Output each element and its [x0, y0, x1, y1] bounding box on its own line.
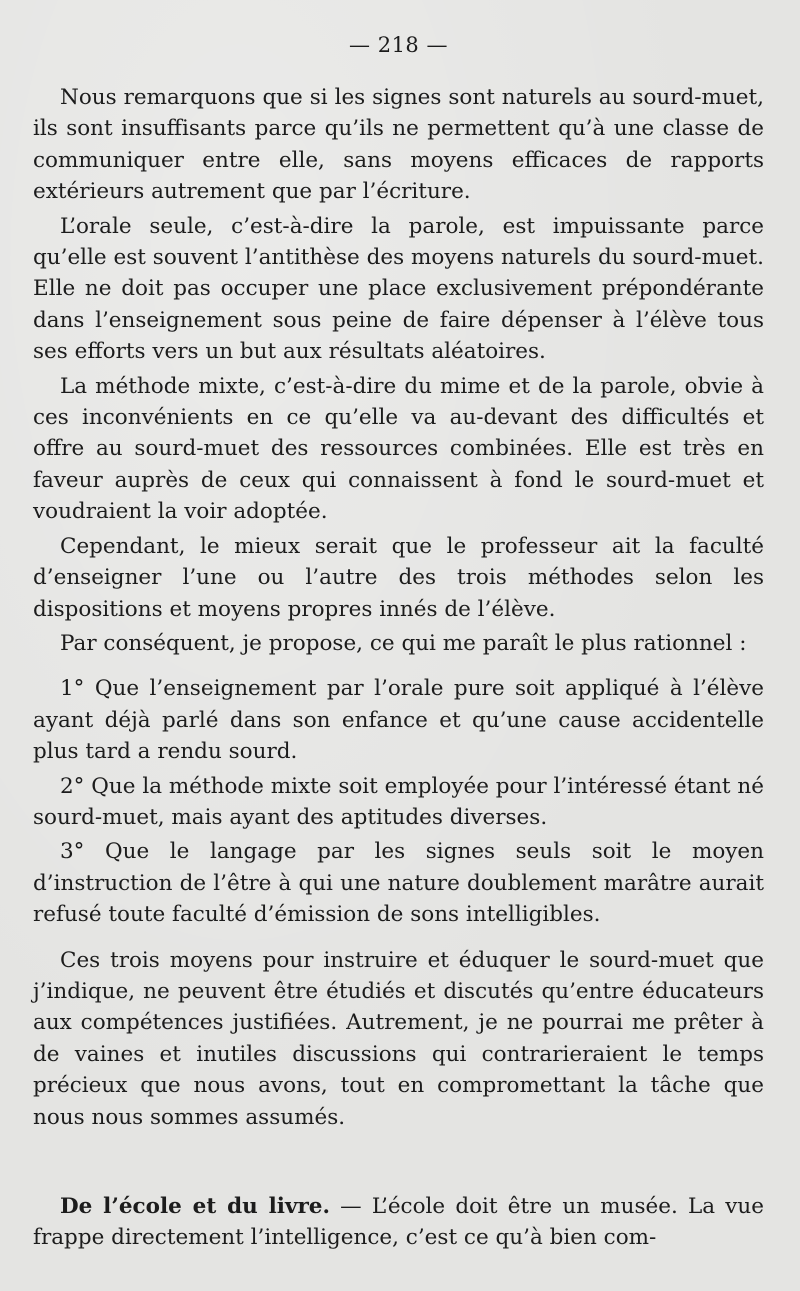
section-title: De l’école et du livre.: [60, 1194, 330, 1219]
paragraph-mixed-method: La méthode mixte, c’est-à-dire du mime et de la parole, obvie à ces inconvénients en ce qu’elle va au-devant des difficultés et offre au sourd-muet des ressources combinées. Elle est très en faveur auprès de ceux qui connaissent à fond le sourd-muet et voudraient la voir adoptée.: [33, 373, 764, 525]
page-number: — 218 —: [349, 33, 448, 57]
list-item-3: 3° Que le langage par les signes seuls soit le moyen d’instruction de l’être à qui une nature doublement marâtre aurait refusé toute faculté d’émission de sons intelligibles.: [33, 839, 764, 928]
paragraph-proposal: Par conséquent, je propose, ce qui me paraît le plus rationnel :: [60, 630, 747, 656]
paragraph-signs: Nous remarquons que si les signes sont naturels au sourd-muet, ils sont insuffisants parce qu’ils ne permettent qu’à une classe de communiquer entre elle, sans moyens efficaces de rapports extérieurs autrement que par l’écriture.: [33, 85, 764, 205]
paragraph-oral: L’orale seule, c’est-à-dire la parole, est impuissante parce qu’elle est souvent l’antithèse des moyens naturels du sourd-muet. Elle ne doit pas occuper une place exclusivement prépondérante dans l’enseignement sous peine de faire dépenser à l’élève tous ses efforts vers un but aux résultats aléatoires.: [33, 213, 764, 365]
section-text: — L’école doit être un musée. La vue frappe directement l’intelligence, c’est ce qu’à bien com-: [33, 1194, 764, 1251]
list-item-1: 1° Que l’enseignement par l’orale pure soit appliqué à l’élève ayant déjà parlé dans son enfance et qu’une cause accidentelle plus tard a rendu sourd.: [33, 676, 764, 765]
section-paragraph: [33, 1191, 764, 1254]
list-item-2: 2° Que la méthode mixte soit employée pour l’intéressé étant né sourd-muet, mais ayant des aptitudes diverses.: [33, 773, 764, 830]
paragraph-closing: Ces trois moyens pour instruire et éduquer le sourd-muet que j’indique, ne peuvent être étudiés et discutés qu’entre éducateurs aux compétences justifiées. Autrement, je ne pourrai me prêter à de vaines et inutiles discussions qui contrarieraient le temps précieux que nous avons, tout en compromettant la tâche que nous nous sommes assumés.: [33, 947, 764, 1130]
paragraph-however: Cependant, le mieux serait que le professeur ait la faculté d’enseigner l’une ou l’autre des trois méthodes selon les dispositions et moyens propres innés de l’élève.: [33, 533, 764, 622]
